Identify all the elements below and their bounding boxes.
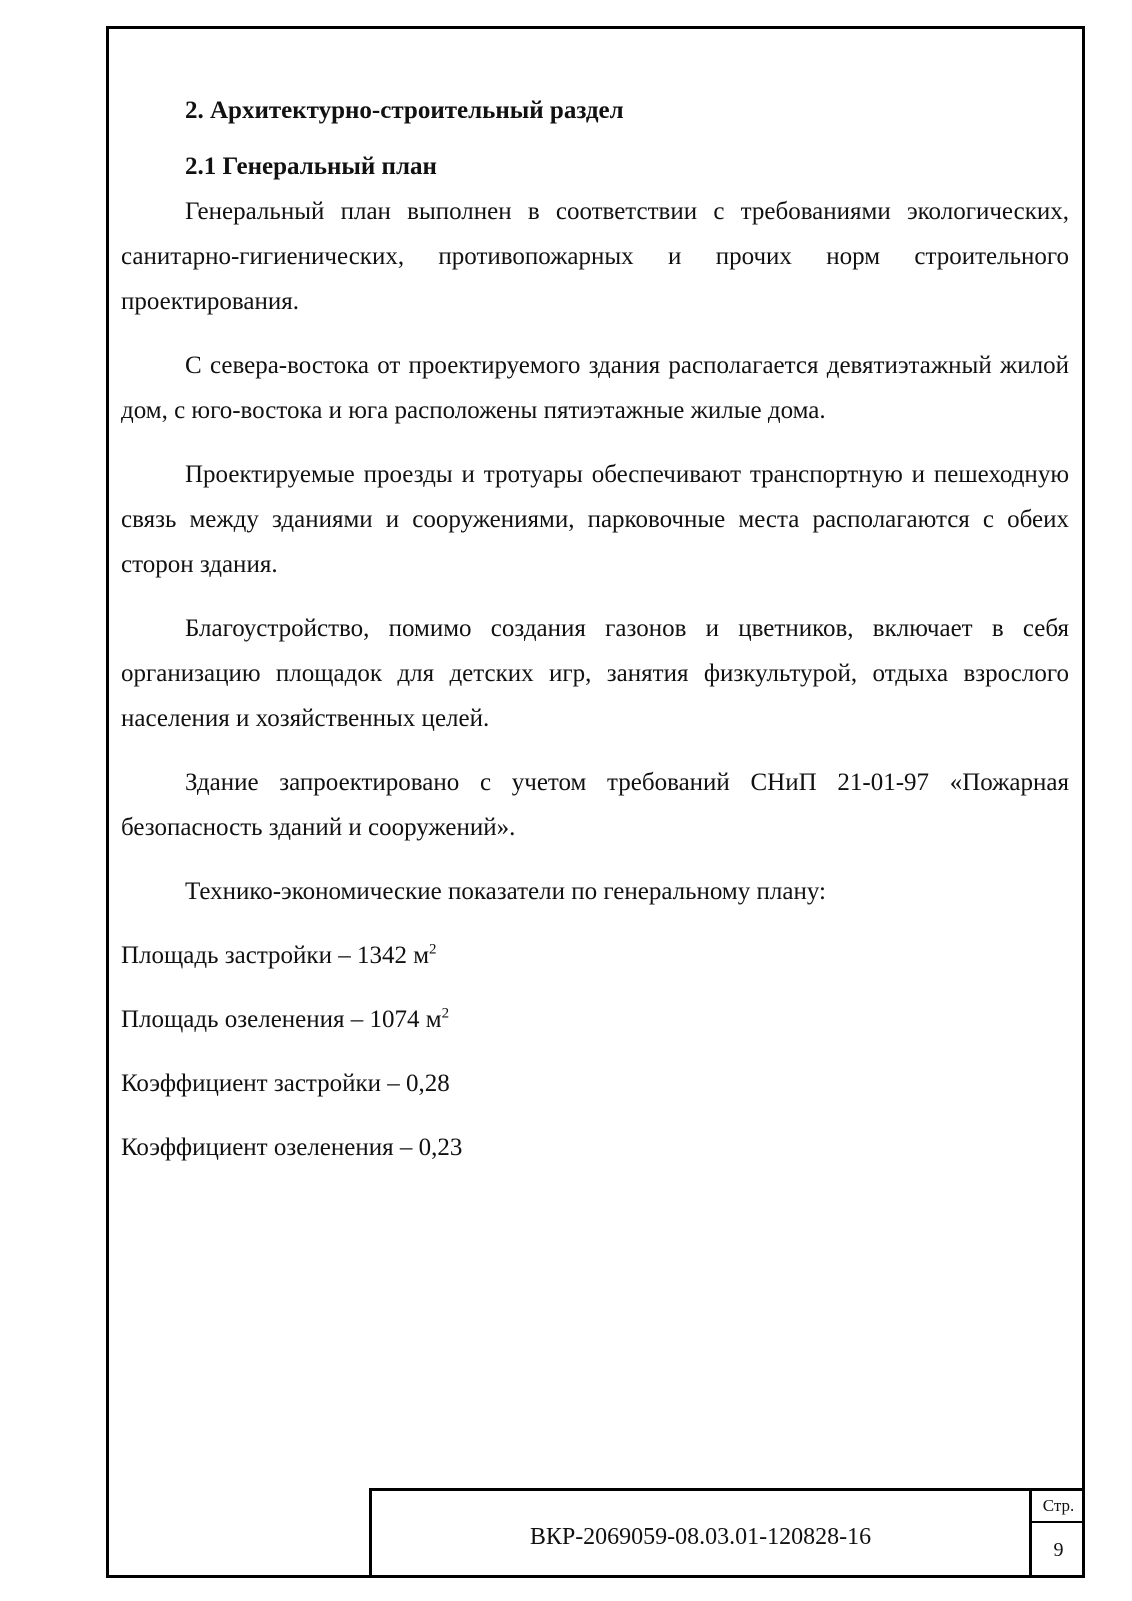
section-heading: 2. Архитектурно-строительный раздел xyxy=(185,97,624,124)
paragraph-landscaping: Благоустройство, помимо создания газонов и цветников, включает в себя организацию площадок для детских игр, занятия физкультурой, отдыха взрослого населения и хозяйственных целей. xyxy=(121,615,1069,732)
paragraph-general-plan: Генеральный план выполнен в соответствии с требованиями экологических, санитарно-гигиенических, противопожарных и прочих норм строительного проектирования. xyxy=(121,198,1069,315)
metric-label: Площадь застройки – 1342 м xyxy=(121,942,430,969)
title-block xyxy=(369,1488,1085,1578)
metric-superscript: 2 xyxy=(429,941,437,958)
metric-building-area xyxy=(121,933,1069,978)
metric-superscript: 2 xyxy=(441,1005,450,1022)
paragraph-indicators-intro: Технико-экономические показатели по генеральному плану: xyxy=(185,878,826,905)
metric-green-area xyxy=(121,997,1069,1042)
metric-label: Коэффициент застройки – 0,28 xyxy=(121,1070,450,1097)
document-body xyxy=(121,88,1069,1189)
metric-green-coefficient xyxy=(121,1125,1069,1170)
document-code: ВКР-2069059-08.03.01-120828-16 xyxy=(372,1491,1032,1578)
metric-building-coefficient xyxy=(121,1061,1069,1106)
paragraph-surroundings: С севера-востока от проектируемого здания располагается девятиэтажный жилой дом, с юго-востока и юга расположены пятиэтажные жилые дома. xyxy=(121,352,1069,424)
paragraph-fire-safety: Здание запроектировано с учетом требований СНиП 21-01-97 «Пожарная безопасность зданий и сооружений». xyxy=(121,769,1069,841)
paragraph-roads: Проектируемые проезды и тротуары обеспечивают транспортную и пешеходную связь между зданиями и сооружениями, парковочные места располагаются с обеих сторон здания. xyxy=(121,461,1069,578)
subsection-heading: 2.1 Генеральный план xyxy=(185,153,437,180)
page-number: 9 xyxy=(1053,1539,1064,1561)
metric-label: Площадь озеленения – 1074 м xyxy=(121,1006,442,1033)
page-label: Стр. xyxy=(1032,1491,1085,1523)
metric-label: Коэффициент озеленения – 0,23 xyxy=(121,1134,463,1161)
